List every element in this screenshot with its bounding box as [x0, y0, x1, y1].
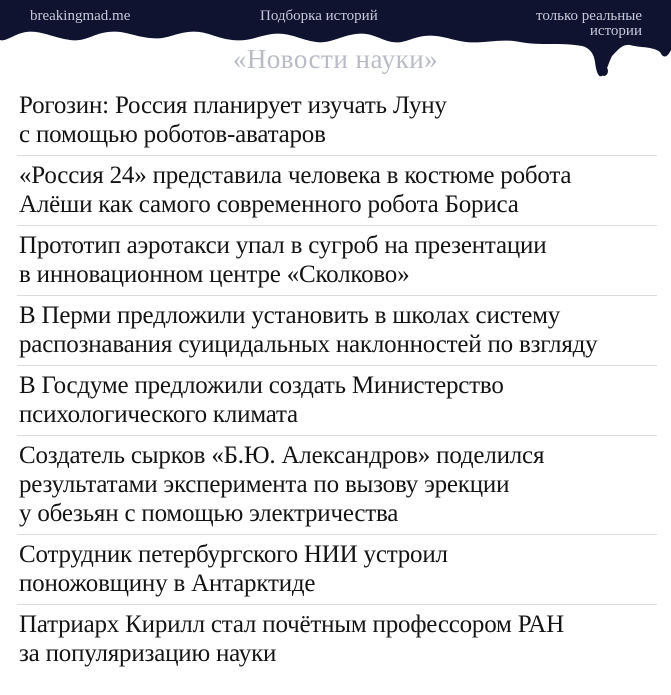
- story-item[interactable]: Патриарх Кирилл стал почётным профессором РАН за популяризацию науки: [17, 604, 657, 674]
- story-item[interactable]: Создатель сырков «Б.Ю. Александров» поделился результатами эксперимента по вызову эрекции у обезьян с помощью электричества: [17, 435, 657, 534]
- tagline: [536, 9, 642, 39]
- story-item[interactable]: В Госдуме предложили создать Министерство психологического климата: [17, 365, 657, 435]
- story-item[interactable]: Прототип аэротакси упал в сугроб на презентации в инновационном центре «Сколково»: [17, 225, 657, 295]
- story-item[interactable]: Сотрудник петербургского НИИ устроил поножовщину в Антарктиде: [17, 534, 657, 604]
- site-name[interactable]: breakingmad.me: [30, 8, 131, 24]
- story-list: [17, 86, 657, 674]
- story-item[interactable]: «Россия 24» представила человека в костюме робота Алёши как самого современного робота Бориса: [17, 155, 657, 225]
- tagline-line1: только реальные: [536, 8, 642, 24]
- story-item[interactable]: Рогозин: Россия планирует изучать Луну с помощью роботов-аватаров: [19, 92, 447, 148]
- collection-label: Подборка историй: [260, 8, 378, 24]
- tagline-line2: истории: [589, 23, 642, 39]
- section-title: «Новости науки»: [232, 44, 439, 74]
- story-item[interactable]: В Перми предложили установить в школах систему распознавания суицидальных наклонностей по взгляду: [17, 295, 657, 365]
